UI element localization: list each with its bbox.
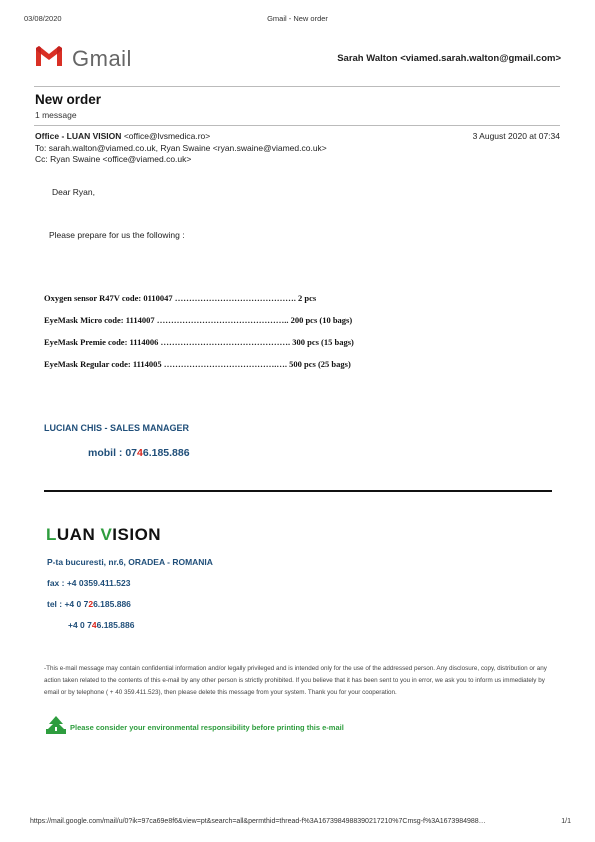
- message-divider: [34, 125, 560, 126]
- message-date: 3 August 2020 at 07:34: [472, 131, 560, 141]
- eco-note: Please consider your environmental responsibility before printing this e-mail: [70, 723, 344, 732]
- company-fax: fax : +4 0359.411.523: [47, 578, 131, 588]
- company-logo: LUAN VISION: [46, 525, 162, 544]
- print-url: https://mail.google.com/mail/u/0?ik=97ca69e8f6&view=pt&search=all&permthid=thread-f%3A1673984988390217210%7Cmsg-f%3A1673984988…: [30, 818, 486, 825]
- signature-name: LUCIAN CHIS - SALES MANAGER: [44, 423, 190, 433]
- message-count: 1 message: [35, 110, 77, 120]
- order-line: EyeMask Micro code: 1114007 ……………………………………….. 200 pcs (10 bags): [44, 315, 353, 325]
- signature-mobile: mobil : 0746.185.886: [88, 447, 190, 459]
- sender-name: Office - LUAN VISION: [35, 131, 122, 141]
- print-title: Gmail - New order: [267, 14, 328, 23]
- legal-disclaimer: -This e-mail message may contain confidential information and/or legally privileged and is intended only for the use of the addressed person. Any disclosure, copy, distribution or any action taken related to the contents of this e-mail by any other person is strictly prohibited. If you believe that it has been sent to you in error, we ask you to inform us immediately by email or by telephone ( + 40 359.411.523), then please delete this message from your system. Thank you for your cooperation.: [44, 665, 547, 696]
- order-line: Oxygen sensor R47V code: 0110047 ……………………………………. 2 pcs: [44, 293, 317, 303]
- print-page-number: 1/1: [561, 818, 571, 825]
- order-line: EyeMask Regular code: 1114005 ………………………………….…. 500 pcs (25 bags): [44, 359, 351, 369]
- account-identity: Sarah Walton <viamed.sarah.walton@gmail.com>: [337, 53, 561, 64]
- sender-email: <office@lvsmedica.ro>: [123, 131, 211, 141]
- message-to: To: sarah.walton@viamed.co.uk, Ryan Swaine <ryan.swaine@viamed.co.uk>: [35, 143, 327, 153]
- order-line: EyeMask Premie code: 1114006 ………………………………………. 300 pcs (15 bags): [44, 337, 354, 347]
- message-from: [35, 131, 210, 141]
- thread-subject: New order: [35, 92, 102, 107]
- company-tel-2: +4 0 746.185.886: [68, 620, 135, 630]
- tree-icon: [46, 716, 66, 734]
- message-cc: Cc: Ryan Swaine <office@viamed.co.uk>: [35, 154, 192, 164]
- company-address: P-ta bucuresti, nr.6, ORADEA - ROMANIA: [47, 557, 213, 567]
- print-date: 03/08/2020: [24, 14, 62, 23]
- gmail-wordmark: Gmail: [72, 46, 132, 71]
- intro-line: Please prepare for us the following :: [49, 230, 185, 240]
- greeting: Dear Ryan,: [52, 187, 95, 197]
- gmail-logo-icon: [34, 44, 64, 68]
- company-tel: tel : +4 0 726.185.886: [47, 599, 131, 609]
- signature-divider: [44, 490, 552, 492]
- header-divider: [34, 86, 560, 87]
